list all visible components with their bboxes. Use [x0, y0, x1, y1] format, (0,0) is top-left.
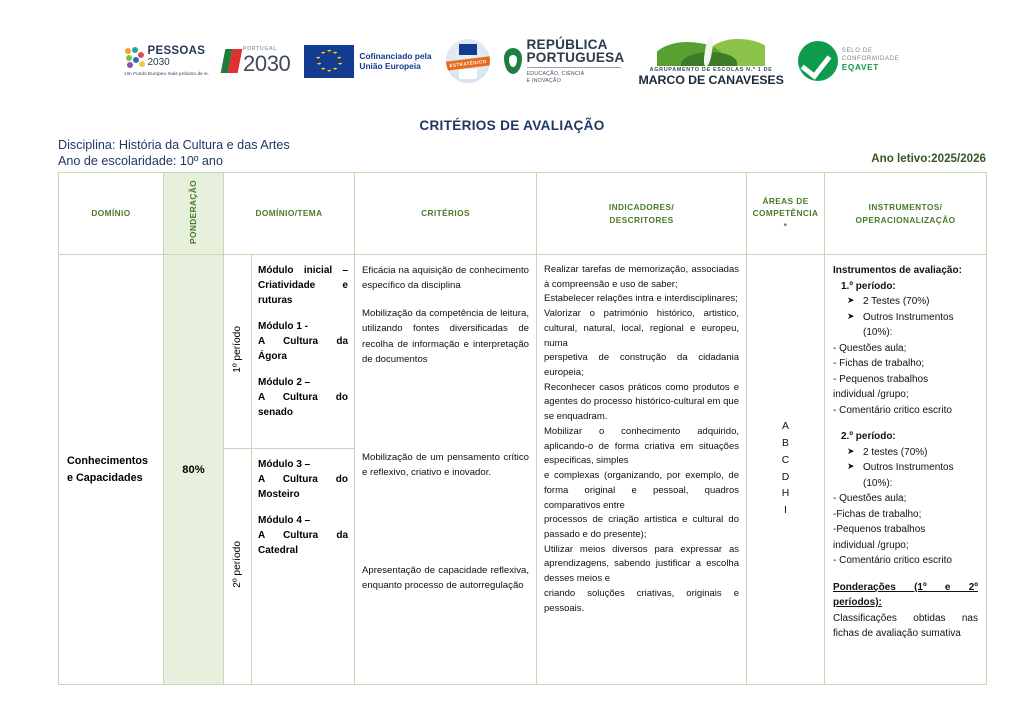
- tema-item: Módulo inicial – Criatividade e ruturas: [258, 265, 348, 306]
- criterios-spacer: [362, 493, 529, 563]
- instrumento-line: -Fichas de trabalho;: [833, 508, 922, 520]
- criterios-spacer: [362, 380, 529, 450]
- seal-mini-logo: [459, 69, 477, 79]
- instrumento-label: Outros Instrumentos: [863, 311, 954, 323]
- portugal-2030-logo: [223, 31, 290, 91]
- ano-letivo-label: Ano letivo:2025/2026: [871, 152, 986, 165]
- header-areas-competencia: [747, 173, 825, 255]
- header-instrumentos: [825, 173, 987, 255]
- instrumento-bullet: [833, 294, 978, 310]
- arrow-bullet-icon: ➤: [847, 445, 855, 456]
- arrow-bullet-icon: ➤: [847, 310, 855, 321]
- check-mark-icon: [798, 41, 838, 81]
- tema-item: Módulo 2 – A Cultura do senado: [258, 377, 348, 418]
- criterio-item: Eficácia na aquisição de conhecimento específico da disciplina: [362, 265, 529, 292]
- area-letter: C: [781, 454, 790, 466]
- pessoas-logo-line2: 2030: [147, 56, 170, 68]
- ponderacoes-text: Classificações obtidas nas fichas de avaliação sumativa: [833, 612, 978, 639]
- arrow-bullet-icon: ➤: [847, 295, 855, 305]
- header-instrumentos-l1: INSTRUMENTOS/: [868, 202, 943, 213]
- instrumento-line: individual /grupo;: [833, 389, 909, 400]
- ponderacao-value: 80%: [182, 463, 205, 476]
- pessoas-logo-tagline: Um Fundo Europeu mais próximo de si.: [124, 70, 210, 76]
- republica-line1: REPÚBLICA: [526, 36, 608, 52]
- instrumento-line: - Comentário critico escrito: [833, 555, 952, 566]
- portugal-2030-small: PORTUGAL: [243, 46, 277, 53]
- estrategico-seal-band: ESTRATÉGICO: [446, 56, 490, 72]
- criterio-item: Mobilização de um pensamento crítico e reflexivo, criativo e inovador.: [362, 451, 529, 479]
- header-indicadores-l2: DESCRITORES: [609, 214, 674, 225]
- instrumento-label-cont: (10%):: [863, 327, 893, 338]
- cell-ponderacao: [164, 255, 224, 685]
- portugal-shield-icon: [504, 48, 522, 74]
- table-row: [59, 255, 987, 449]
- instrumento-line: - Questões aula;: [833, 493, 907, 504]
- estrategico-seal: [446, 31, 490, 91]
- periodo-2-label: 2º período: [232, 540, 243, 588]
- cell-areas-competencia: [747, 255, 825, 685]
- eqavet-line2: CONFORMIDADE: [841, 55, 900, 62]
- table-header-row: [59, 173, 987, 255]
- criterio-item: Mobilização da competência de leitura, utilizando fontes diversificadas de recolha de informação e interpretação de documentos: [362, 308, 529, 365]
- republica-portuguesa-logo: [504, 31, 625, 91]
- cell-temas-periodo-1: [252, 255, 355, 449]
- periodo-1-label: 1º período: [232, 325, 243, 373]
- instrumento-line: -Pequenos trabalhos: [833, 524, 926, 535]
- area-letter: D: [781, 471, 790, 483]
- header-indicadores-l1: INDICADORES/: [608, 202, 675, 213]
- eqavet-seal: [798, 31, 900, 91]
- cell-indicadores: [537, 255, 747, 685]
- periodo2-title: 2.º período:: [841, 431, 896, 442]
- cell-periodo-1: [224, 255, 252, 449]
- portugal-2030-big: 2030: [243, 50, 291, 76]
- area-letter: I: [784, 505, 787, 517]
- header-instrumentos-l2: OPERACIONALIZAÇÃO: [855, 214, 956, 225]
- instrumento-line: - Questões aula;: [833, 342, 907, 354]
- seal-eu-flag-icon: [459, 44, 477, 55]
- tema-item: Módulo 4 – A Cultura da Catedral: [258, 515, 348, 556]
- instrumento-line: individual /grupo;: [833, 539, 909, 551]
- instrumento-line: - Pequenos trabalhos: [833, 373, 929, 385]
- portugal-flag-icon: [221, 49, 243, 73]
- republica-divider: [527, 67, 621, 68]
- instrumento-bullet: [833, 445, 978, 461]
- area-letter: H: [781, 488, 790, 500]
- header-dominio-tema: DOMÍNIO/TEMA: [224, 173, 355, 255]
- cell-temas-periodo-2: [252, 449, 355, 685]
- tema-item: Módulo 1 - A Cultura da Ágora: [258, 321, 348, 362]
- dominio-value: Conhecimentos e Capacidades: [67, 455, 148, 484]
- pessoas-2030-logo: [125, 31, 210, 91]
- eqavet-line3: EQAVET: [841, 63, 880, 73]
- eu-logo-line1: Cofinanciado pela: [359, 50, 432, 61]
- periodo1-title: 1.º período:: [841, 280, 896, 292]
- institutional-logo-bar: [0, 30, 1024, 92]
- instrumento-label-cont: (10%):: [863, 477, 893, 489]
- header-dominio: DOMÍNIO: [59, 173, 164, 255]
- area-letter: B: [782, 437, 789, 449]
- header-areas-l1: ÁREAS DE: [762, 196, 809, 207]
- cell-dominio: [59, 255, 164, 685]
- disciplina-label: Disciplina: História da Cultura e das Artes: [58, 138, 290, 152]
- republica-sub1: EDUCAÇÃO, CIÊNCIA: [526, 70, 585, 77]
- area-letter: A: [782, 420, 789, 432]
- republica-line2: PORTUGUESA: [526, 50, 625, 66]
- green-hills-icon: [657, 36, 765, 66]
- arrow-bullet-icon: ➤: [847, 461, 855, 471]
- republica-sub2: E INOVAÇÃO: [526, 77, 562, 84]
- criterio-item: Apresentação de capacidade reflexiva, enquanto processo de autorregulação: [362, 565, 529, 592]
- cell-periodo-2: [224, 449, 252, 685]
- header-areas-l3: *: [783, 220, 788, 231]
- pessoas-mark-icon: [125, 47, 144, 68]
- ano-escolaridade-label: Ano de escolaridade: 10º ano: [58, 154, 223, 168]
- header-ponderacao-label: PONDERAÇÃO: [188, 180, 199, 244]
- instrumento-line: - Comentário critico escrito: [833, 404, 952, 416]
- instrumento-label: Outros Instrumentos: [863, 462, 954, 473]
- header-ponderacao: [164, 173, 224, 255]
- cell-instrumentos: [825, 255, 987, 685]
- criterios-avaliacao-table: [58, 172, 987, 685]
- agrupamento-escolas-logo: [638, 31, 783, 91]
- page-title: CRITÉRIOS DE AVALIAÇÃO: [419, 118, 605, 133]
- instrumento-line: - Fichas de trabalho;: [833, 358, 925, 369]
- header-areas-l2: COMPETÊNCIA: [752, 208, 819, 219]
- header-criterios: CRITÉRIOS: [355, 173, 537, 255]
- tema-item: Módulo 3 – A Cultura do Mosteiro: [258, 459, 348, 500]
- cell-criterios: [355, 255, 537, 685]
- instrumento-label: 2 testes (70%): [863, 446, 928, 458]
- eu-flag-icon: ★ ★ ★ ★ ★ ★ ★ ★ ★ ★: [304, 45, 354, 78]
- instrumento-bullet: [833, 460, 978, 491]
- agrupamento-line2: MARCO DE CANAVESES: [638, 72, 784, 87]
- instrumento-bullet: [833, 310, 978, 341]
- eqavet-line1: SELO DE: [841, 48, 873, 55]
- header-indicadores: [537, 173, 747, 255]
- instrumento-label: 2 Testes (70%): [863, 296, 930, 307]
- eu-cofinancing-logo: [304, 31, 431, 91]
- indicadores-text: Realizar tarefas de memorização, associadas à compreensão e uso de saber; Estabelecer relações intra e interdisciplinares; Valorizar o património histórico, artistico, cultural, natural, local, regional e europeu, numa perspetiva de construção da cidadania europeia; Reconhecer casos práticos como produtos e agentes do processo histórico-cultural em que se enquadram. Mobilizar o conhecimento adquirido, aplicando-o de forma criativa em situações especificas, simples e complexas (organizando, por exemplo, de forma original e pessoal, quadros comparativos entre processos de criação artistica e cultural do passado e do presente); Utilizar meios diversos para expressar as aprendizagens, sabendo justificar a escolha desses meios e criando soluções criativas, originais e pessoais.: [544, 264, 739, 614]
- instrumentos-spacer: [833, 418, 978, 429]
- ponderacoes-title: Ponderações (1º e 2º períodos):: [833, 581, 978, 608]
- agrupamento-line1: AGRUPAMENTO DE ESCOLAS N.º 1 DE: [649, 66, 773, 73]
- pessoas-logo-line1: PESSOAS: [147, 45, 206, 58]
- instrumentos-title: Instrumentos de avaliação:: [833, 265, 962, 276]
- eu-logo-line2: União Europeia: [359, 61, 421, 71]
- instrumentos-spacer: [833, 569, 978, 580]
